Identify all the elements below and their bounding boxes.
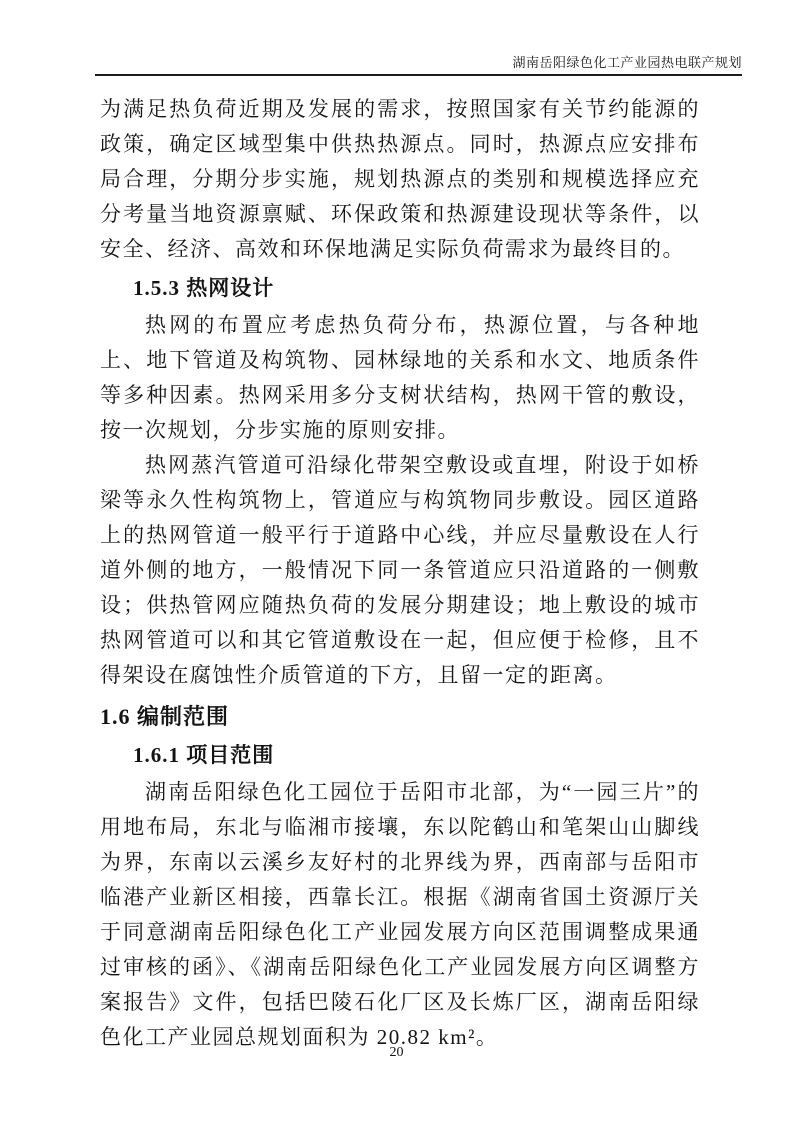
- paragraph-heat-source-policy: 为满足热负荷近期及发展的需求，按照国家有关节约能源的政策，确定区域型集中供热热源点。同时，热源点应安排布局合理，分期分步实施，规划热源点的类别和规模选择应充分考量当地资源禀赋、环保政策和热源建设现状等条件，以安全、经济、高效和环保地满足实际负荷需求为最终目的。: [100, 97, 700, 261]
- paragraph-steam-pipeline-installation: 热网蒸汽管道可沿绿化带架空敷设或直埋，附设于如桥梁等永久性构筑物上，管道应与构筑物同步敷设。园区道路上的热网管道一般平行于道路中心线，并应尽量敷设在人行道外侧的地方，一般情况下同一条管道应只沿道路的一侧敷设；供热管网应随热负荷的发展分期建设；地上敷设的城市热网管道可以和其它管道敷设在一起，但应便于检修，且不得架设在腐蚀性介质管道的下方，且留一定的距离。: [100, 453, 700, 687]
- heading-1-5-3-heat-network-design: 1.5.3 热网设计: [133, 276, 275, 300]
- paragraph-heat-network-layout: 热网的布置应考虑热负荷分布，热源位置，与各种地上、地下管道及构筑物、园林绿地的关系和水文、地质条件等多种因素。热网采用多分支树状结构，热网干管的敷设，按一次规划，分步实施的原则安排。: [100, 313, 700, 442]
- page-header: [95, 54, 742, 76]
- page-footer: [0, 1044, 793, 1062]
- heading-1-6-1-project-scope: 1.6.1 项目范围: [133, 743, 275, 767]
- heading-1-6-compilation-scope: 1.6 编制范围: [100, 704, 230, 729]
- document-body: [100, 92, 700, 1055]
- header-title: 湖南岳阳绿色化工产业园热电联产规划: [512, 55, 742, 70]
- paragraph-project-scope-description: 湖南岳阳绿色化工园位于岳阳市北部，为“一园三片”的用地布局，东北与临湘市接壤，东以陀鹤山和笔架山山脚线为界，东南以云溪乡友好村的北界线为界，西南部与岳阳市临港产业新区相接，西靠长江。根据《湖南省国土资源厅关于同意湖南岳阳绿色化工产业园发展方向区范围调整成果通过审核的函》、《湖南岳阳绿色化工产业园发展方向区调整方案报告》文件，包括巴陵石化厂区及长炼厂区，湖南岳阳绿色化工产业园总规划面积为 20.82 km²。: [100, 780, 700, 1049]
- page-number: 20: [389, 1045, 404, 1060]
